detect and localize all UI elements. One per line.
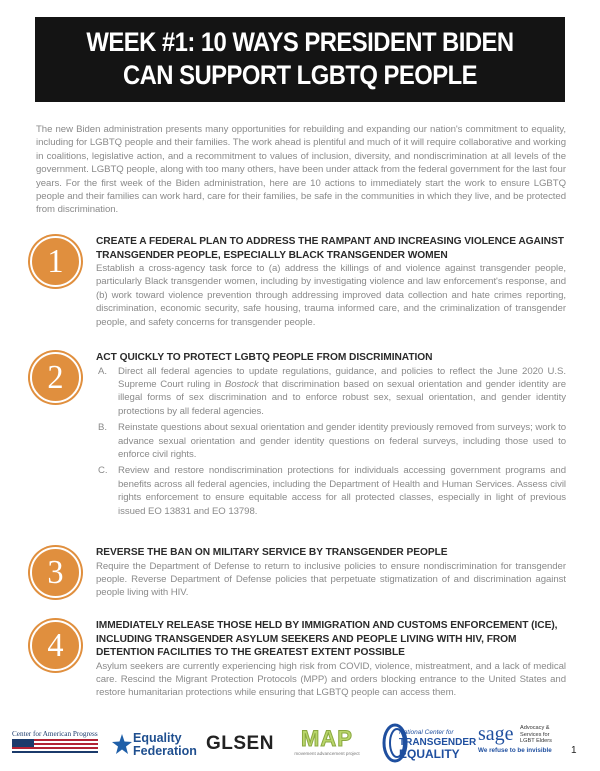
- cap-logo-text: Center for American Progress: [12, 730, 98, 738]
- ncte-text-1: National Center for: [399, 729, 454, 736]
- ncte-text-2: TRANSGENDER: [399, 737, 477, 748]
- page-number: 1: [571, 745, 577, 756]
- map-logo-text: MAP: [301, 726, 353, 751]
- number-badge-3: 3: [30, 547, 81, 598]
- case-name: Bostock: [224, 378, 259, 390]
- sub-item-a: A. Direct all federal agencies to update regulations, guidance, and policies to reflect the June 2020 U.S. Supreme Court ruling in Bostock that discrimination based on sexual orientation and gender identity are illegal forms of sex discrimination and to enforce robust sex, sexual orientation, and gender identity protections by all federal agencies.: [98, 365, 567, 417]
- number-badge-4: 4: [30, 620, 81, 671]
- flag-stripes-icon: [12, 739, 98, 755]
- header-title-line-1: WEEK #1: 10 WAYS PRESIDENT BIDEN: [86, 27, 514, 57]
- sub-item-b: B. Reinstate questions about sexual orientation and gender identity previously removed from surveys; work to advance sexual orientation and gender identity questions on federal surveys, including those used to enforce civil rights.: [98, 422, 566, 460]
- sage-tagline: We refuse to be invisible: [478, 747, 552, 754]
- glsen-logo: GLSEN: [206, 733, 274, 754]
- sub-item-c: C. Review and restore nondiscrimination protections for individuals accessing government programs and benefits across all federal agencies, including the Department of Health and Human Services. Assess civil rights enforcement to ensure equitable access for all protected classes, especially in light of previous issued EO 13831 and EO 13798.: [98, 465, 566, 517]
- number-badge-2: 2: [30, 352, 81, 403]
- sage-logo: [478, 724, 564, 760]
- action-item-3: [96, 546, 566, 600]
- action-item-title: CREATE A FEDERAL PLAN TO ADDRESS THE RAMPANT AND INCREASING VIOLENCE AGAINST TRANSGENDER PEOPLE, ESPECIALLY BLACK TRANSGENDER WOMEN: [96, 236, 564, 261]
- header-title-line-2: CAN SUPPORT LGBTQ PEOPLE: [122, 60, 478, 90]
- action-item-4: [96, 619, 566, 700]
- action-item-1: [96, 235, 566, 329]
- equality-federation-logo: [112, 730, 202, 760]
- map-logo-subtitle: movement advancement project: [294, 751, 360, 756]
- number-badge-1: 1: [30, 236, 81, 287]
- action-item-2: [96, 351, 566, 521]
- sage-descriptor: Advocacy & Services for LGBT Elders: [520, 725, 552, 744]
- ncte-logo: [380, 722, 477, 764]
- star-icon: [112, 734, 132, 756]
- page-header: [35, 17, 565, 102]
- action-item-body: Establish a cross-agency task force to (a) address the killings of and violence against transgender people, particularly Black transgender women, including by investigating violence and law enforcement's response, and (b) work toward violence prevention through addressing improved data collection and hate crimes reporting, discrimination, economic security, safe housing, trauma informed care, and the criminalization of transgender people, and safety concerns for transgender people.: [96, 263, 566, 328]
- equality-text: Equality: [133, 731, 182, 745]
- sub-item-letter: B.: [98, 422, 107, 434]
- cap-logo: [12, 730, 108, 755]
- sub-item-letter: C.: [98, 465, 108, 477]
- sub-item-letter: A.: [98, 365, 107, 377]
- ncte-text-3: EQUALITY: [399, 747, 460, 761]
- action-item-body: Asylum seekers are currently experiencing high risk from COVID, violence, mistreatment, and a lack of medical care. Rescind the Migrant Protection Protocols (MPP) and orders blocking entrance to the United States and restore humanitarian protections while ensuring that LGBTQ people can access them.: [96, 660, 566, 699]
- action-item-title: IMMEDIATELY RELEASE THOSE HELD BY IMMIGRATION AND CUSTOMS ENFORCEMENT (ICE), INCLUDING TRANSGENDER ASYLUM SEEKERS AND PEOPLE LIVING WITH HIV, FROM DETENTION FACILITIES TO THE GREATEST EXTENT POSSIBLE: [96, 620, 558, 658]
- partner-logos: [0, 718, 600, 768]
- map-logo: [294, 727, 360, 756]
- federation-text: Federation: [133, 744, 197, 758]
- action-item-body: Require the Department of Defense to return to inclusive policies to ensure nondiscrimination for transgender people. Reverse Department of Defense policies that perpetuate stigmatization of and discrimination against people living with HIV.: [96, 560, 566, 599]
- action-item-body: [96, 365, 566, 518]
- sage-wordmark: sage: [478, 723, 514, 745]
- intro-paragraph: The new Biden administration presents many opportunities for rebuilding and expanding our nation's commitment to equality, including for LGBTQ people and their families. The work ahead is plentiful and much of it will require collaborative and working in coalitions, legislative action, and a recommitment to values of inclusion, diversity, and nondiscrimination at all levels of the government. LGBTQ people, along with too many others, have been under attack from the federal government for the last four years. For the first week of the Biden administration, here are 10 actions to immediately start the work to ensure LGBTQ people and their families can work hard, care for their families, be safe in the communities in which they live, and be protected from discrimination.: [36, 124, 566, 216]
- action-item-title: ACT QUICKLY TO PROTECT LGBTQ PEOPLE FROM DISCRIMINATION: [96, 352, 433, 363]
- action-item-title: REVERSE THE BAN ON MILITARY SERVICE BY TRANSGENDER PEOPLE: [96, 547, 448, 558]
